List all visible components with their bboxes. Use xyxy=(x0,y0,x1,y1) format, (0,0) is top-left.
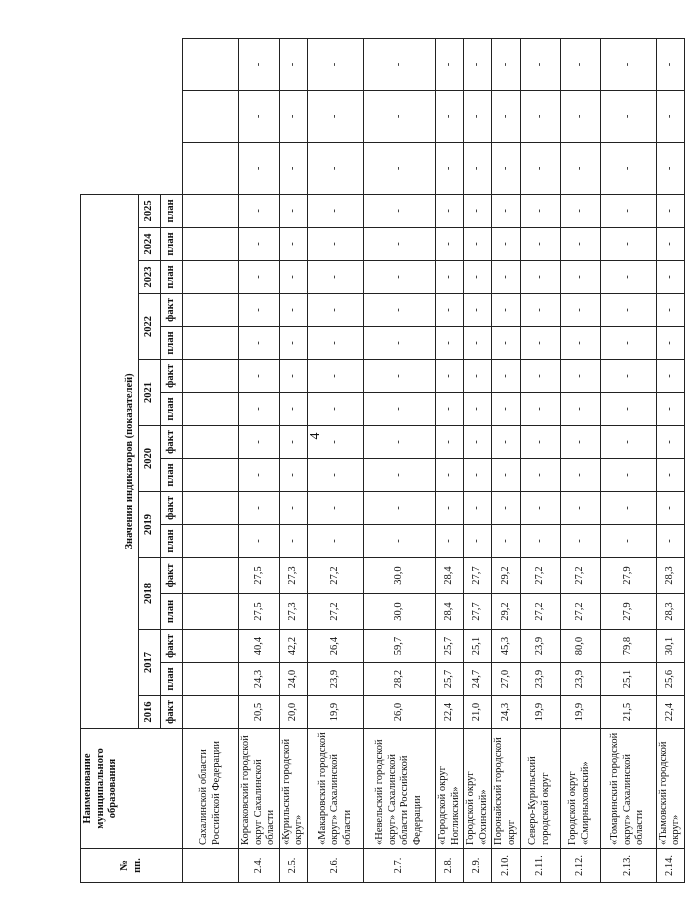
row-number: 2.8. xyxy=(435,849,463,883)
value-cell: - xyxy=(656,525,684,558)
header-values-title: Значения индикаторов (показателей) xyxy=(81,194,139,728)
value-cell: - xyxy=(656,393,684,426)
value-cell: - xyxy=(492,90,520,142)
value-cell: - xyxy=(656,327,684,360)
value-cell: - xyxy=(520,194,560,227)
value-2018-plan xyxy=(183,594,239,630)
table-row xyxy=(600,39,656,883)
value-cell: - xyxy=(239,525,280,558)
value-cell: - xyxy=(520,393,560,426)
value-2018-fact: 27,9 xyxy=(600,558,656,594)
value-cell: - xyxy=(656,261,684,294)
value-cell xyxy=(183,142,239,194)
value-cell: - xyxy=(600,459,656,492)
table-row xyxy=(520,39,560,883)
value-2018-fact: 30,0 xyxy=(363,558,435,594)
row-number: 2.7. xyxy=(363,849,435,883)
plan-header-2022: план xyxy=(161,327,183,360)
value-cell: - xyxy=(363,194,435,227)
value-2016-fact: 21,0 xyxy=(464,696,492,729)
fact-header-2019: факт xyxy=(161,492,183,525)
plan-header-2025: план xyxy=(161,194,183,227)
value-cell: - xyxy=(279,228,307,261)
value-cell: - xyxy=(656,142,684,194)
value-cell: - xyxy=(464,228,492,261)
fact-header-2017: факт xyxy=(161,630,183,663)
value-2018-fact: 28,3 xyxy=(656,558,684,594)
value-2017-fact: 42,2 xyxy=(279,630,307,663)
value-2017-fact: 30,1 xyxy=(656,630,684,663)
municipality-name: Корсаковский городской округ Сахалинской области xyxy=(239,729,280,849)
value-cell: - xyxy=(435,90,463,142)
value-2018-plan: 30,0 xyxy=(363,594,435,630)
value-cell: - xyxy=(464,39,492,91)
value-cell xyxy=(183,90,239,142)
value-cell: - xyxy=(239,492,280,525)
value-cell: - xyxy=(239,90,280,142)
value-cell: - xyxy=(600,194,656,227)
value-2017-plan: 25,6 xyxy=(656,663,684,696)
value-cell: - xyxy=(600,90,656,142)
value-2018-fact: 28,4 xyxy=(435,558,463,594)
value-cell: - xyxy=(435,261,463,294)
value-cell: - xyxy=(363,360,435,393)
value-cell: - xyxy=(279,327,307,360)
value-2017-fact: 80,0 xyxy=(560,630,600,663)
value-cell: - xyxy=(560,459,600,492)
value-cell: - xyxy=(435,294,463,327)
year-header-2016: 2016 xyxy=(139,696,161,729)
value-cell: - xyxy=(560,360,600,393)
value-2017-fact: 40,4 xyxy=(239,630,280,663)
value-cell: - xyxy=(363,228,435,261)
value-cell: - xyxy=(435,492,463,525)
plan-header-2018: план xyxy=(161,594,183,630)
value-cell xyxy=(183,459,239,492)
value-cell: - xyxy=(363,261,435,294)
year-header-2023: 2023 xyxy=(139,261,161,294)
row-number: 2.13. xyxy=(600,849,656,883)
value-cell: - xyxy=(656,39,684,91)
row-number: 2.5. xyxy=(279,849,307,883)
value-cell: - xyxy=(656,426,684,459)
value-cell: - xyxy=(560,426,600,459)
value-cell: - xyxy=(435,194,463,227)
value-cell: - xyxy=(656,360,684,393)
plan-header-2021: план xyxy=(161,393,183,426)
value-cell xyxy=(183,39,239,91)
value-2016-fact: 19,9 xyxy=(307,696,363,729)
value-2017-plan: 24,3 xyxy=(239,663,280,696)
value-cell: - xyxy=(435,393,463,426)
value-cell: - xyxy=(464,294,492,327)
value-cell: - xyxy=(279,426,307,459)
value-2016-fact: 26,0 xyxy=(363,696,435,729)
value-cell: - xyxy=(307,228,363,261)
value-cell: - xyxy=(520,360,560,393)
value-cell: - xyxy=(435,360,463,393)
table-row xyxy=(307,39,363,883)
value-cell: - xyxy=(560,294,600,327)
municipality-name: «Невельский городской округ» Сахалинской области Российской Федерации xyxy=(363,729,435,849)
value-2017-plan xyxy=(183,663,239,696)
value-cell: - xyxy=(492,294,520,327)
value-cell: - xyxy=(600,492,656,525)
value-cell: - xyxy=(279,393,307,426)
value-2018-plan: 27,9 xyxy=(600,594,656,630)
table-row xyxy=(492,39,520,883)
value-cell xyxy=(183,228,239,261)
municipality-name: «Курильский городской округ» xyxy=(279,729,307,849)
table-row xyxy=(363,39,435,883)
value-cell xyxy=(183,525,239,558)
value-2017-plan: 23,9 xyxy=(560,663,600,696)
value-2016-fact: 21,5 xyxy=(600,696,656,729)
value-cell: - xyxy=(279,194,307,227)
value-cell: - xyxy=(520,90,560,142)
value-cell: - xyxy=(435,39,463,91)
value-2017-fact: 25,1 xyxy=(464,630,492,663)
value-cell: - xyxy=(363,294,435,327)
value-2018-plan: 27,5 xyxy=(239,594,280,630)
value-2017-fact xyxy=(183,630,239,663)
value-2017-plan: 23,9 xyxy=(520,663,560,696)
value-cell: - xyxy=(520,426,560,459)
value-2018-plan: 28,4 xyxy=(435,594,463,630)
value-cell: - xyxy=(363,39,435,91)
value-cell xyxy=(183,327,239,360)
value-cell: - xyxy=(279,360,307,393)
value-cell: - xyxy=(307,393,363,426)
header-no: № пп. xyxy=(81,849,183,883)
value-cell: - xyxy=(464,90,492,142)
value-cell: - xyxy=(560,39,600,91)
value-2018-fact: 29,2 xyxy=(492,558,520,594)
value-cell: - xyxy=(279,294,307,327)
table-row xyxy=(183,39,239,883)
value-cell: - xyxy=(492,393,520,426)
value-2018-fact: 27,7 xyxy=(464,558,492,594)
value-cell: - xyxy=(520,261,560,294)
plan-header-2019: план xyxy=(161,525,183,558)
value-2016-fact xyxy=(183,696,239,729)
value-cell: - xyxy=(520,39,560,91)
value-cell: - xyxy=(363,327,435,360)
table-row xyxy=(560,39,600,883)
value-2017-fact: 59,7 xyxy=(363,630,435,663)
value-cell: - xyxy=(492,228,520,261)
row-number: 2.4. xyxy=(239,849,280,883)
value-2018-plan: 27,3 xyxy=(279,594,307,630)
value-cell: - xyxy=(435,459,463,492)
value-cell: - xyxy=(560,261,600,294)
value-cell: - xyxy=(435,142,463,194)
value-cell: - xyxy=(600,228,656,261)
table-row xyxy=(656,39,684,883)
value-cell: - xyxy=(435,327,463,360)
value-2017-plan: 23,9 xyxy=(307,663,363,696)
value-cell: - xyxy=(239,360,280,393)
year-header-2019: 2019 xyxy=(139,492,161,558)
value-2018-plan: 27,7 xyxy=(464,594,492,630)
indicators-table xyxy=(80,38,685,883)
value-2018-fact: 27,5 xyxy=(239,558,280,594)
value-cell: - xyxy=(279,39,307,91)
value-cell: - xyxy=(600,261,656,294)
value-2016-fact: 19,9 xyxy=(520,696,560,729)
value-cell: - xyxy=(307,261,363,294)
value-cell: - xyxy=(239,327,280,360)
table-row xyxy=(464,39,492,883)
value-cell: - xyxy=(492,492,520,525)
value-cell: - xyxy=(520,228,560,261)
value-2016-fact: 20,5 xyxy=(239,696,280,729)
value-cell: - xyxy=(307,327,363,360)
municipality-name: «Тымовский городской округ» xyxy=(656,729,684,849)
year-header-2020: 2020 xyxy=(139,426,161,492)
value-cell: - xyxy=(464,327,492,360)
value-cell: - xyxy=(464,393,492,426)
row-number: 2.9. xyxy=(464,849,492,883)
value-2018-plan: 29,2 xyxy=(492,594,520,630)
value-cell: - xyxy=(239,261,280,294)
value-cell: - xyxy=(492,194,520,227)
value-cell: - xyxy=(239,228,280,261)
value-cell: - xyxy=(363,459,435,492)
value-2018-plan: 27,2 xyxy=(307,594,363,630)
value-cell xyxy=(183,426,239,459)
value-cell: - xyxy=(307,39,363,91)
value-cell: - xyxy=(600,39,656,91)
municipality-name: Сахалинской области Российской Федерации xyxy=(183,729,239,849)
year-header-2024: 2024 xyxy=(139,228,161,261)
value-cell: - xyxy=(656,228,684,261)
value-cell: - xyxy=(492,39,520,91)
value-cell: - xyxy=(492,459,520,492)
value-cell xyxy=(183,393,239,426)
value-2017-plan: 28,2 xyxy=(363,663,435,696)
value-cell: - xyxy=(307,142,363,194)
plan-header-2020: план xyxy=(161,459,183,492)
page-number: 4 xyxy=(308,432,323,440)
municipality-name: Северо-Курильский городской округ xyxy=(520,729,560,849)
value-cell: - xyxy=(520,142,560,194)
value-cell: - xyxy=(464,525,492,558)
value-cell: - xyxy=(560,492,600,525)
value-cell: - xyxy=(656,459,684,492)
value-cell: - xyxy=(363,492,435,525)
value-cell: - xyxy=(464,142,492,194)
municipality-name: Поронайский городской округ xyxy=(492,729,520,849)
value-cell: - xyxy=(239,142,280,194)
value-cell: - xyxy=(279,459,307,492)
value-cell: - xyxy=(560,228,600,261)
value-cell: - xyxy=(492,261,520,294)
municipality-name: «Томаринский городской округ» Сахалинской области xyxy=(600,729,656,849)
value-2017-plan: 25,7 xyxy=(435,663,463,696)
year-header-2022: 2022 xyxy=(139,294,161,360)
value-cell: - xyxy=(279,142,307,194)
value-2017-fact: 45,3 xyxy=(492,630,520,663)
value-cell: - xyxy=(520,492,560,525)
value-2018-plan: 27,2 xyxy=(520,594,560,630)
value-cell: - xyxy=(560,327,600,360)
municipality-name: Городской округ «Смирныховский» xyxy=(560,729,600,849)
value-cell: - xyxy=(600,393,656,426)
year-header-2025: 2025 xyxy=(139,194,161,227)
row-number: 2.14. xyxy=(656,849,684,883)
value-2018-fact: 27,3 xyxy=(279,558,307,594)
value-2017-fact: 79,8 xyxy=(600,630,656,663)
value-cell: - xyxy=(600,142,656,194)
value-cell: - xyxy=(492,426,520,459)
fact-header-2022: факт xyxy=(161,294,183,327)
table-body xyxy=(183,39,685,883)
value-cell: - xyxy=(307,90,363,142)
value-cell: - xyxy=(307,294,363,327)
value-cell: - xyxy=(600,327,656,360)
value-cell: - xyxy=(656,90,684,142)
value-cell: - xyxy=(656,492,684,525)
value-cell: - xyxy=(560,525,600,558)
value-cell: - xyxy=(656,294,684,327)
value-cell: - xyxy=(239,459,280,492)
header-name: Наименование муниципального образования xyxy=(81,729,183,849)
value-cell: - xyxy=(560,90,600,142)
value-cell: - xyxy=(279,261,307,294)
value-cell: - xyxy=(279,525,307,558)
table-row xyxy=(239,39,280,883)
value-cell: - xyxy=(307,459,363,492)
year-header-2018: 2018 xyxy=(139,558,161,630)
value-cell: - xyxy=(600,294,656,327)
value-cell: - xyxy=(656,194,684,227)
value-cell: - xyxy=(492,327,520,360)
value-2018-fact xyxy=(183,558,239,594)
value-cell: - xyxy=(560,142,600,194)
value-cell: - xyxy=(600,360,656,393)
value-2018-plan: 28,3 xyxy=(656,594,684,630)
value-cell: - xyxy=(307,525,363,558)
municipality-name: «Макаровский городской округ» Сахалинской области xyxy=(307,729,363,849)
value-2017-fact: 25,7 xyxy=(435,630,463,663)
value-2016-fact: 20,0 xyxy=(279,696,307,729)
value-2016-fact: 22,4 xyxy=(435,696,463,729)
value-cell: - xyxy=(464,492,492,525)
value-cell: - xyxy=(435,525,463,558)
value-cell: - xyxy=(239,194,280,227)
value-cell: - xyxy=(464,194,492,227)
value-2018-plan: 27,2 xyxy=(560,594,600,630)
fact-header-2018: факт xyxy=(161,558,183,594)
value-2018-fact: 27,2 xyxy=(560,558,600,594)
value-cell: - xyxy=(363,525,435,558)
value-cell: - xyxy=(239,294,280,327)
row-number: 2.11. xyxy=(520,849,560,883)
value-2018-fact: 27,2 xyxy=(307,558,363,594)
value-cell xyxy=(183,261,239,294)
value-cell: - xyxy=(363,90,435,142)
value-cell xyxy=(183,492,239,525)
value-2017-plan: 27,0 xyxy=(492,663,520,696)
row-number: 2.10. xyxy=(492,849,520,883)
value-cell: - xyxy=(520,525,560,558)
value-cell: - xyxy=(363,393,435,426)
value-cell: - xyxy=(279,492,307,525)
value-cell xyxy=(183,294,239,327)
value-cell: - xyxy=(307,194,363,227)
value-2016-fact: 19,9 xyxy=(560,696,600,729)
value-cell: - xyxy=(307,360,363,393)
value-cell: - xyxy=(464,261,492,294)
municipality-name: «Городской округ Ногликский» xyxy=(435,729,463,849)
value-cell: - xyxy=(600,525,656,558)
value-2018-fact: 27,2 xyxy=(520,558,560,594)
value-cell: - xyxy=(492,360,520,393)
value-cell: - xyxy=(435,228,463,261)
value-cell: - xyxy=(435,426,463,459)
value-cell: - xyxy=(464,360,492,393)
value-cell: - xyxy=(307,426,363,459)
value-2017-fact: 23,9 xyxy=(520,630,560,663)
year-header-2021: 2021 xyxy=(139,360,161,426)
plan-header-2023: план xyxy=(161,261,183,294)
value-cell xyxy=(183,360,239,393)
value-cell: - xyxy=(520,459,560,492)
value-2017-fact: 26,4 xyxy=(307,630,363,663)
row-number: 2.6. xyxy=(307,849,363,883)
value-cell: - xyxy=(560,393,600,426)
table-row xyxy=(435,39,463,883)
value-cell: - xyxy=(492,525,520,558)
fact-header-2021: факт xyxy=(161,360,183,393)
value-cell: - xyxy=(363,426,435,459)
plan-header-2017: план xyxy=(161,663,183,696)
value-cell: - xyxy=(600,426,656,459)
value-cell xyxy=(183,194,239,227)
value-cell: - xyxy=(492,142,520,194)
value-cell: - xyxy=(279,90,307,142)
value-cell: - xyxy=(464,426,492,459)
value-2017-plan: 25,1 xyxy=(600,663,656,696)
value-cell: - xyxy=(239,39,280,91)
value-2017-plan: 24,0 xyxy=(279,663,307,696)
value-cell: - xyxy=(239,393,280,426)
value-cell: - xyxy=(464,459,492,492)
value-cell: - xyxy=(560,194,600,227)
table-wrapper xyxy=(80,38,682,883)
value-2016-fact: 24,3 xyxy=(492,696,520,729)
value-cell: - xyxy=(520,327,560,360)
value-2016-fact: 22,4 xyxy=(656,696,684,729)
value-cell: - xyxy=(520,294,560,327)
municipality-name: Городской округ «Охинский» xyxy=(464,729,492,849)
row-number xyxy=(183,849,239,883)
table-row xyxy=(279,39,307,883)
fact-header-2020: факт xyxy=(161,426,183,459)
year-header-2017: 2017 xyxy=(139,630,161,696)
value-cell: - xyxy=(363,142,435,194)
value-2017-plan: 24,7 xyxy=(464,663,492,696)
plan-header-2024: план xyxy=(161,228,183,261)
row-number: 2.12. xyxy=(560,849,600,883)
value-cell: - xyxy=(239,426,280,459)
fact-header-2016: факт xyxy=(161,696,183,729)
value-cell: - xyxy=(307,492,363,525)
